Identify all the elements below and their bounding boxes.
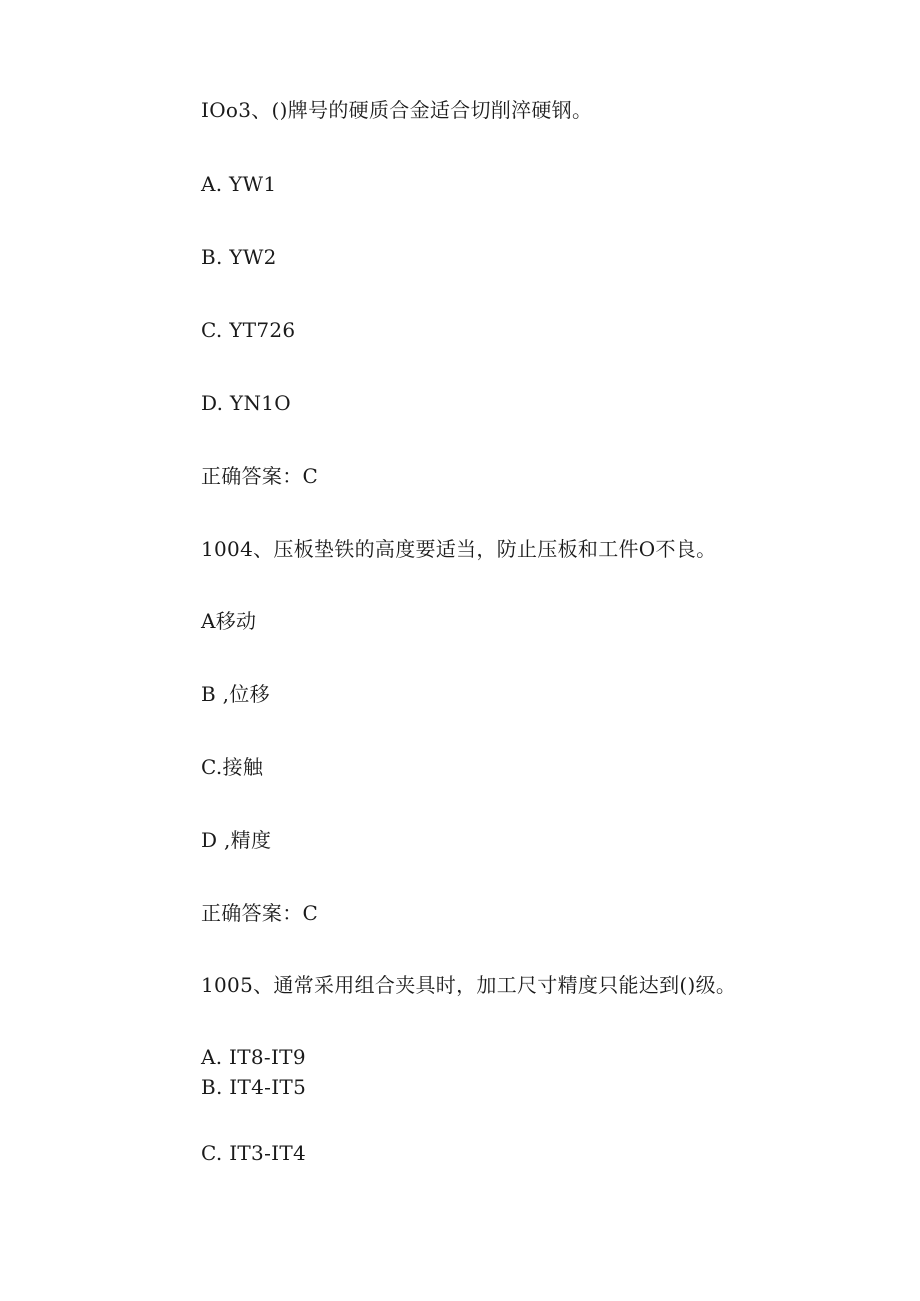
question-1005-option-b: B. IT4-IT5 [201,1075,307,1099]
question-1003-option-b: B. YW2 [201,245,277,269]
question-1003-option-a: A. YW1 [201,172,277,196]
question-1004-option-c: C.接触 [201,755,264,779]
question-1004-stem: 1004、压板垫铁的高度要适当，防止压板和工件O不良。 [201,537,717,561]
question-1003-stem: IOo3、()牌号的硬质合金适合切削淬硬钢。 [201,98,593,122]
question-1004-option-a: A移动 [201,609,257,633]
question-1005-stem: 1005、通常采用组合夹具时，加工尺寸精度只能达到()级。 [201,973,737,997]
question-1004-option-d: D ,精度 [201,828,272,852]
question-1004-answer: 正确答案：C [201,901,319,925]
question-1003-answer: 正确答案：C [201,464,319,488]
question-1005-option-a: A. IT8-IT9 [201,1045,306,1069]
question-1004-option-b: B ,位移 [201,682,270,706]
question-1005-option-c: C. IT3-IT4 [201,1141,306,1165]
question-1003-option-d: D. YN1O [201,391,291,415]
question-1003-option-c: C. YT726 [201,318,296,342]
